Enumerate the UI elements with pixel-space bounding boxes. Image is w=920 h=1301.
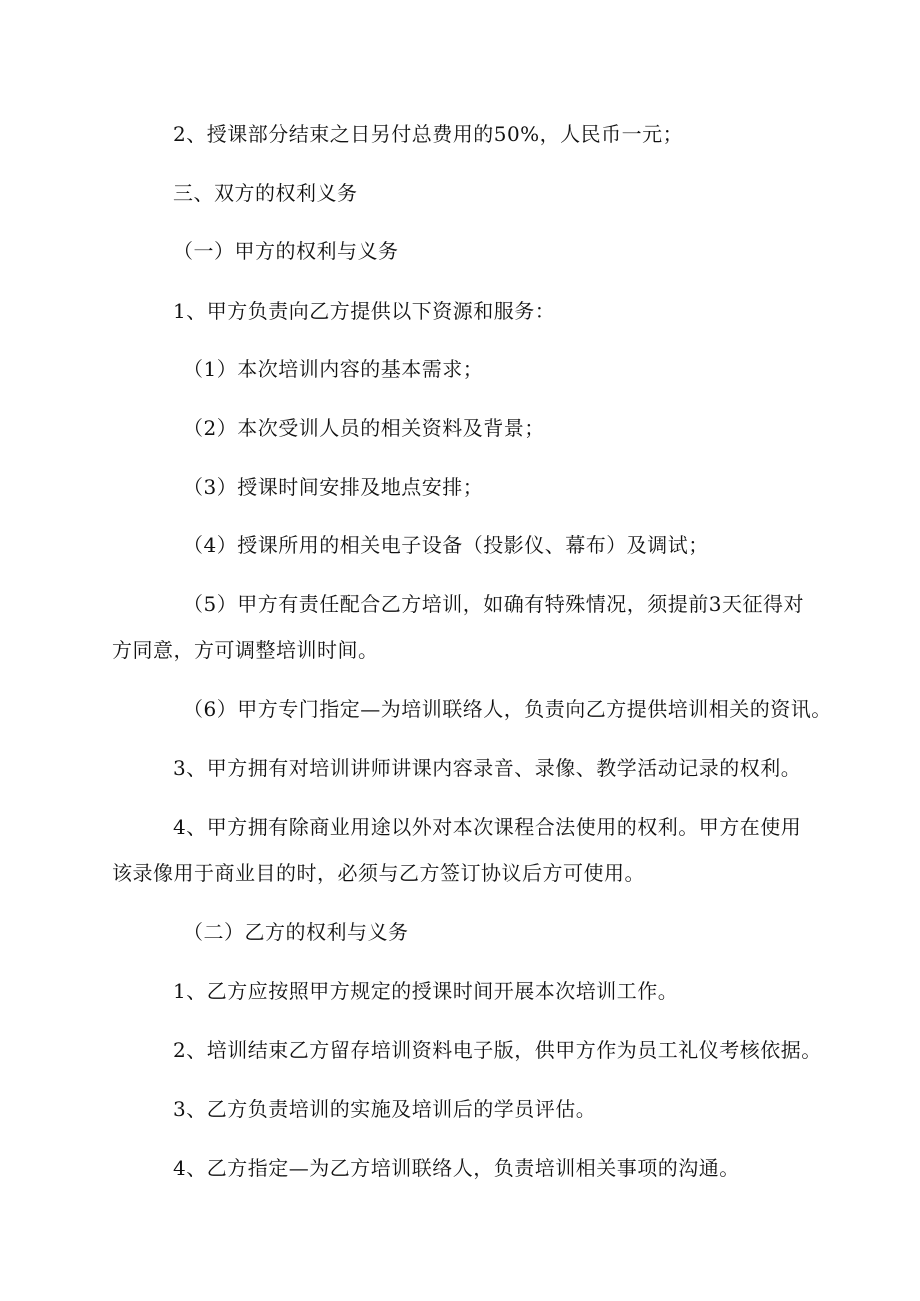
list-item-a-6: （6）甲方专门指定—为培训联络人，负责向乙方提供培训相关的资讯。 bbox=[183, 697, 832, 721]
paragraph-party-a-4-line2: 该录像用于商业目的时，必须与乙方签订协议后方可使用。 bbox=[112, 861, 645, 885]
paragraph-party-b-1: 1、乙方应按照甲方规定的授课时间开展本次培训工作。 bbox=[173, 979, 679, 1003]
paragraph-party-a-3: 3、甲方拥有对培训讲师讲课内容录音、录像、教学活动记录的权利。 bbox=[173, 756, 802, 780]
section-heading-rights-obligations: 三、双方的权利义务 bbox=[173, 181, 358, 205]
list-item-a-2: （2）本次受训人员的相关资料及背景； bbox=[183, 416, 545, 440]
paragraph-party-b-4: 4、乙方指定—为乙方培训联络人，负责培训相关事项的沟通。 bbox=[173, 1156, 740, 1180]
list-item-a-4: （4）授课所用的相关电子设备（投影仪、幕布）及调试； bbox=[183, 533, 709, 557]
list-item-a-1: （1）本次培训内容的基本需求； bbox=[183, 357, 484, 381]
subheading-party-b: （二）乙方的权利与义务 bbox=[183, 920, 409, 944]
paragraph-party-b-2: 2、培训结束乙方留存培训资料电子版，供甲方作为员工礼仪考核依据。 bbox=[173, 1038, 822, 1062]
subheading-party-a: （一）甲方的权利与义务 bbox=[173, 239, 399, 263]
paragraph-party-b-3: 3、乙方负责培训的实施及培训后的学员评估。 bbox=[173, 1097, 597, 1121]
list-item-a-3: （3）授课时间安排及地点安排； bbox=[183, 475, 484, 499]
paragraph-payment-2: 2、授课部分结束之日另付总费用的50%，人民币一元； bbox=[173, 122, 684, 146]
list-item-a-5-line1: （5）甲方有责任配合乙方培训，如确有特殊情况，须提前3天征得对 bbox=[183, 592, 804, 616]
paragraph-party-a-4-line1: 4、甲方拥有除商业用途以外对本次课程合法使用的权利。甲方在使用 bbox=[173, 815, 802, 839]
list-item-a-5-line2: 方同意，方可调整培训时间。 bbox=[112, 638, 379, 662]
paragraph-party-a-1: 1、甲方负责向乙方提供以下资源和服务： bbox=[173, 299, 556, 323]
